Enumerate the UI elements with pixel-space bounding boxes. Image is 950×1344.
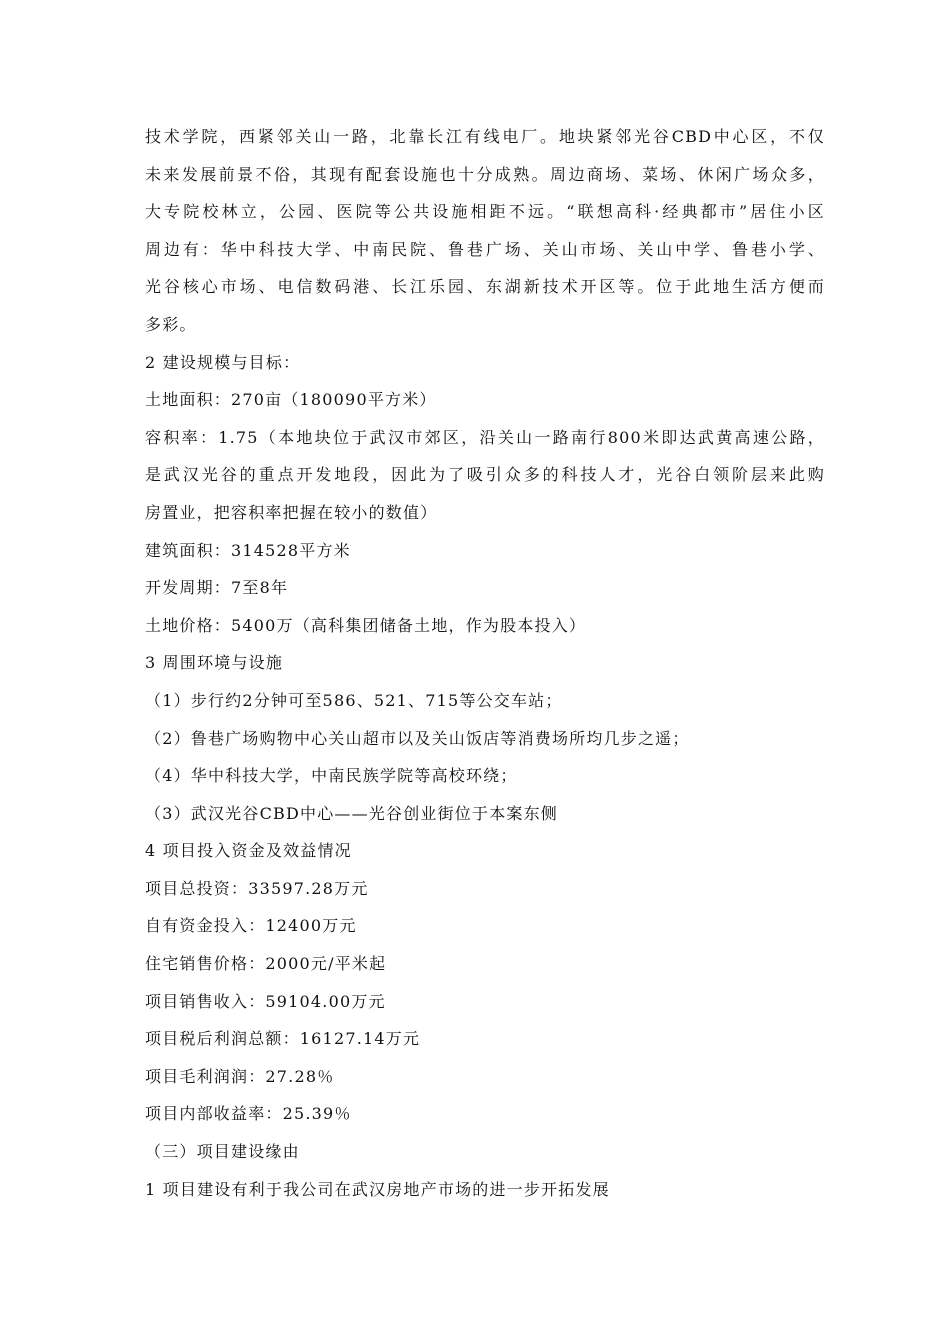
paragraph-line: 周边有：华中科技大学、中南民院、鲁巷广场、关山市场、关山中学、鲁巷小学、 xyxy=(145,239,825,259)
section-heading: 4 项目投入资金及效益情况 xyxy=(145,841,352,861)
building-area-line: 建筑面积：314528平方米 xyxy=(145,540,351,560)
land-area-line: 土地面积：270亩（180090平方米） xyxy=(145,390,437,410)
irr-line: 项目内部收益率：25.39％ xyxy=(145,1104,352,1124)
paragraph-line: 多彩。 xyxy=(145,314,197,334)
section-heading: 2 建设规模与目标： xyxy=(145,352,301,372)
document-body xyxy=(145,118,825,1208)
list-item: （3）武汉光谷CBD中心——光谷创业街位于本案东侧 xyxy=(145,803,559,823)
section-heading: 3 周围环境与设施 xyxy=(145,653,284,673)
plot-ratio-line: 容积率：1.75（本地块位于武汉市郊区，沿关山一路南行800米即达武黄高速公路， xyxy=(145,427,825,447)
section-heading: 1 项目建设有利于我公司在武汉房地产市场的进一步开拓发展 xyxy=(145,1179,610,1199)
chapter-heading: （三）项目建设缘由 xyxy=(145,1142,300,1162)
paragraph-line: 技术学院，西紧邻关山一路，北靠长江有线电厂。地块紧邻光谷CBD中心区，不仅 xyxy=(145,127,825,146)
after-tax-profit-line: 项目税后利润总额：16127.14万元 xyxy=(145,1029,421,1049)
plot-ratio-line: 是武汉光谷的重点开发地段，因此为了吸引众多的科技人才，光谷白领阶层来此购 xyxy=(145,465,825,485)
list-item: （1）步行约2分钟可至586、521、715等公交车站； xyxy=(145,690,563,710)
sale-price-line: 住宅销售价格：2000元/平米起 xyxy=(145,954,387,974)
plot-ratio-line: 房置业，把容积率把握在较小的数值） xyxy=(145,502,438,522)
paragraph-line: 大专院校林立，公园、医院等公共设施相距不远。“联想高科·经典都市”居住小区 xyxy=(145,202,825,222)
paragraph-line: 光谷核心市场、电信数码港、长江乐园、东湖新技术开区等。位于此地生活方便而 xyxy=(145,277,825,297)
land-price-line: 土地价格：5400万（高科集团储备土地，作为股本投入） xyxy=(145,615,587,635)
list-item: （4）华中科技大学，中南民族学院等高校环绕； xyxy=(145,766,518,786)
total-investment-line: 项目总投资：33597.28万元 xyxy=(145,878,369,898)
development-period-line: 开发周期：7至8年 xyxy=(145,578,289,598)
list-item: （2）鲁巷广场购物中心关山超市以及关山饭店等消费场所均几步之遥； xyxy=(145,728,690,748)
own-funds-line: 自有资金投入：12400万元 xyxy=(145,916,357,936)
paragraph-line: 未来发展前景不俗，其现有配套设施也十分成熟。周边商场、菜场、休闲广场众多， xyxy=(145,164,825,184)
sales-revenue-line: 项目销售收入：59104.00万元 xyxy=(145,991,386,1011)
gross-margin-line: 项目毛利润润：27.28％ xyxy=(145,1066,335,1086)
